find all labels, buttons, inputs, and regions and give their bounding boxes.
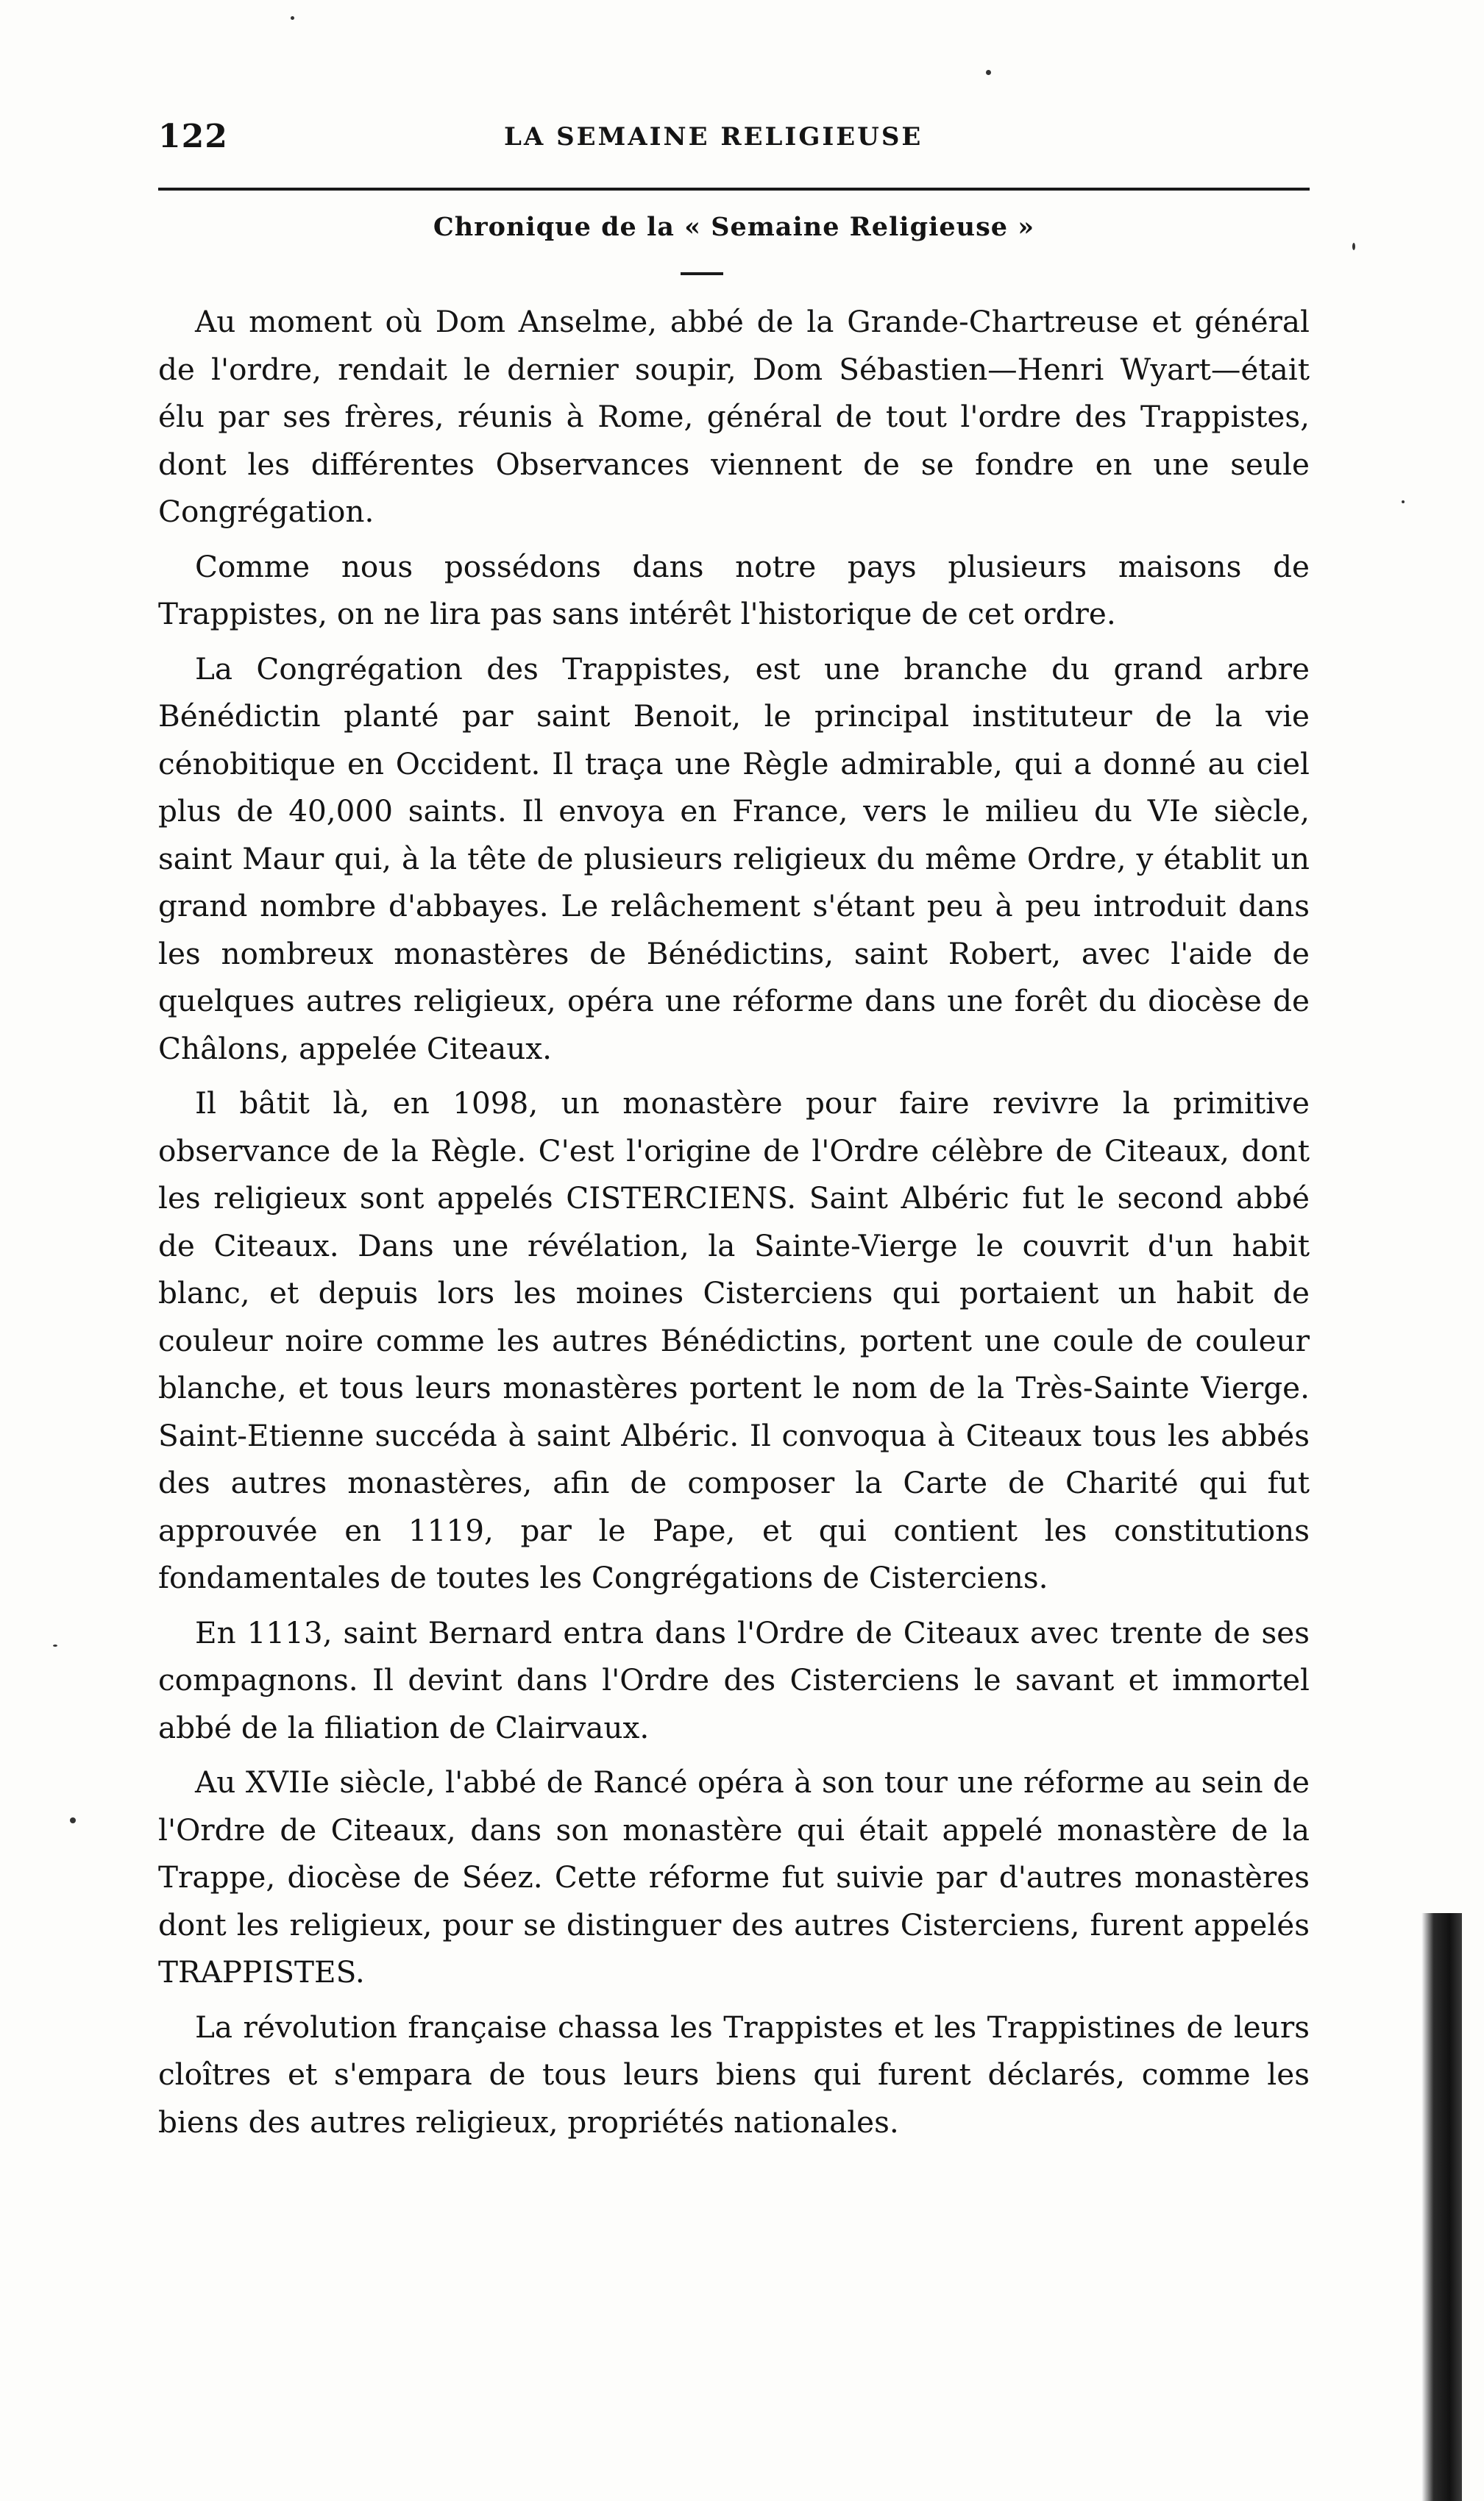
article-body bbox=[158, 298, 1310, 2146]
page-number: 122 bbox=[158, 118, 228, 155]
scan-speck bbox=[1352, 243, 1355, 250]
paragraph: La révolution française chassa les Trappistes et les Trappistines de leurs cloîtres et s'empara de tous leurs biens qui furent déclarés, comme les biens des autres religieux, propriétés nationales. bbox=[158, 2009, 1310, 2140]
scan-speck bbox=[70, 1817, 76, 1823]
title-dash bbox=[681, 272, 723, 275]
page-header bbox=[158, 118, 1310, 169]
paragraph: Il bâtit là, en 1098, un monastère pour faire revivre la primitive observance de la Règle. C'est l'origine de l'Ordre célèbre de Citeaux, dont les religieux sont appelés CISTERCIENS. Saint Albéric fut le second abbé de Citeaux. Dans une révélation, la Sainte-Vierge le couvrit d'un habit blanc, et depuis lors les moines Cisterciens qui portaient un habit de couleur noire comme les autres Bénédictins, portent une coule de couleur blanche, et tous leurs monastères portent le nom de la Très-Sainte Vierge. Saint-Etienne succéda à saint Albéric. Il convoqua à Citeaux tous les abbés des autres monastères, afin de composer la Carte de Charité qui fut approuvée en 1119, par le Pape, et qui contient les constitutions fondamentales de toutes les Congrégations de Cisterciens. bbox=[158, 1085, 1310, 1595]
scan-speck bbox=[53, 1645, 57, 1647]
section-title: Chronique de la « Semaine Religieuse » bbox=[433, 212, 1035, 242]
header-rule bbox=[158, 188, 1310, 191]
paragraph: Comme nous possédons dans notre pays plusieurs maisons de Trappistes, on ne lira pas sans intérêt l'historique de cet ordre. bbox=[158, 548, 1310, 631]
running-title: LA SEMAINE RELIGIEUSE bbox=[504, 122, 923, 152]
paragraph: En 1113, saint Bernard entra dans l'Ordre de Citeaux avec trente de ses compagnons. Il devint dans l'Ordre des Cisterciens le savant et immortel abbé de la filiation de Clairvaux. bbox=[158, 1614, 1310, 1745]
paragraph: Au XVIIe siècle, l'abbé de Rancé opéra à son tour une réforme au sein de l'Ordre de Citeaux, dans son monastère qui était appelé monastère de la Trappe, diocèse de Séez. Cette réforme fut suivie par d'autres monastères dont les religieux, pour se distinguer des autres Cisterciens, furent appelés TRAPPISTES. bbox=[158, 1764, 1310, 1990]
binding-shadow bbox=[1421, 1913, 1462, 2501]
paragraph: La Congrégation des Trappistes, est une branche du grand arbre Bénédictin planté par saint Benoit, le principal instituteur de la vie cénobitique en Occident. Il traça une Règle admirable, qui a donné au ciel plus de 40,000 saints. Il envoya en France, vers le milieu du VIe siècle, saint Maur qui, à la tête de plusieurs religieux du même Ordre, y établit un grand nombre d'abbayes. Le relâchement s'étant peu à peu introduit dans les nombreux monastères de Bénédictins, saint Robert, avec l'aide de quelques autres religieux, opéra une réforme dans une forêt du diocèse de Châlons, appelée Citeaux. bbox=[158, 650, 1310, 1066]
paragraph: Au moment où Dom Anselme, abbé de la Grande-Chartreuse et général de l'ordre, rendait le dernier soupir, Dom Sébastien—Henri Wyart—était élu par ses frères, réunis à Rome, général de tout l'ordre des Trappistes, dont les différentes Observances viennent de se fondre en une seule Congrégation. bbox=[158, 304, 1310, 529]
scan-speck bbox=[1402, 500, 1405, 503]
scan-speck bbox=[291, 16, 294, 20]
scan-speck bbox=[986, 70, 991, 75]
